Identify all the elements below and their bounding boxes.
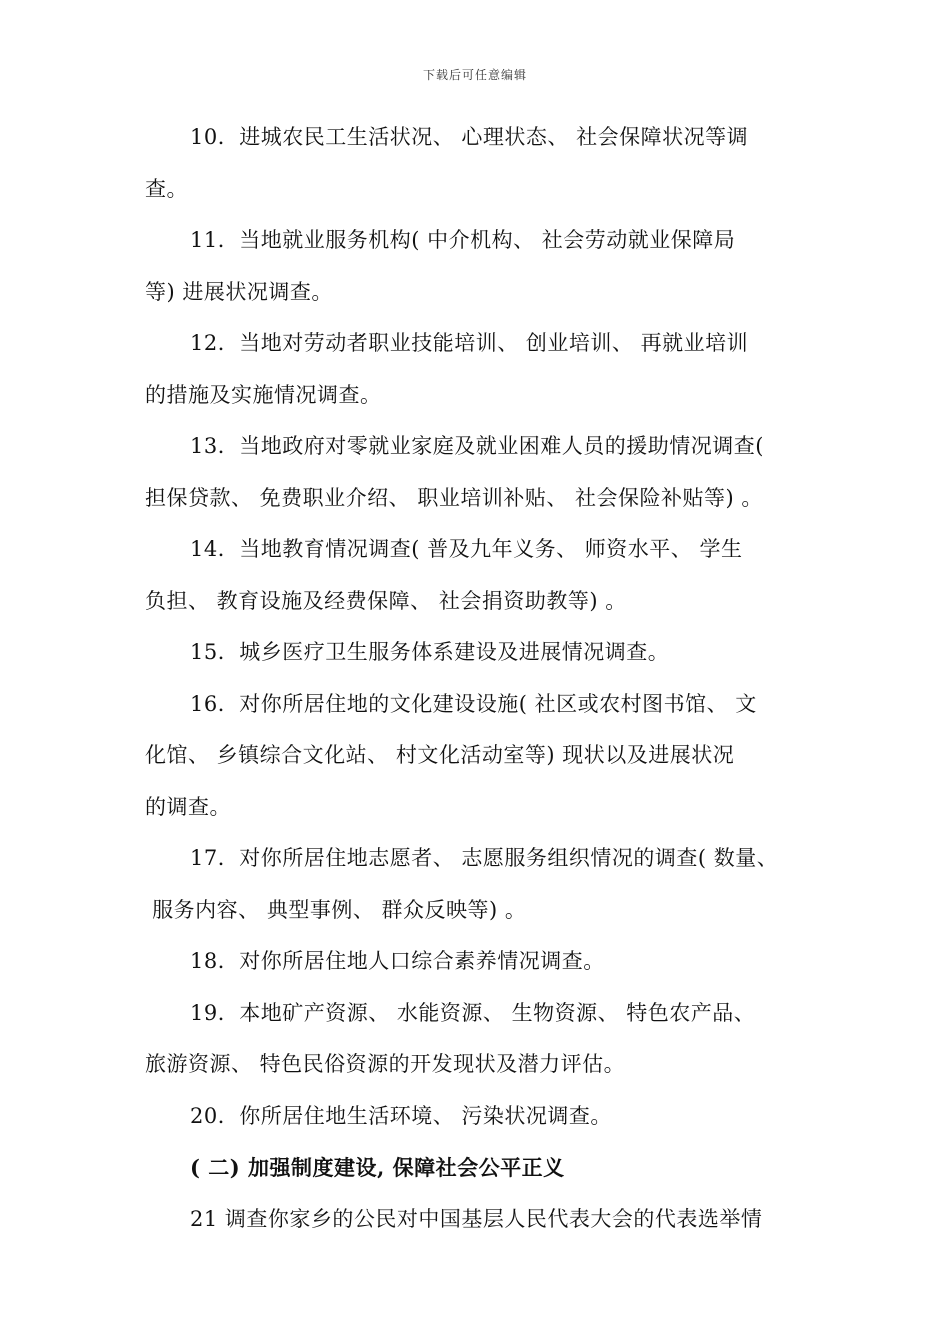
item-19-line-2: 旅游资源、 特色民俗资源的开发现状及潜力评估。 bbox=[145, 1052, 626, 1076]
item-16-line-3: 的调查。 bbox=[145, 794, 231, 819]
item-16-line-2: 化馆、 乡镇综合文化站、 村文化活动室等) 现状以及进展状况 bbox=[145, 743, 735, 767]
item-11-line-1: 11．当地就业服务机构( 中介机构、 社会劳动就业保障局 bbox=[190, 228, 736, 252]
item-10-line-2: 查。 bbox=[145, 176, 188, 201]
item-21-line-1: 21 调查你家乡的公民对中国基层人民代表大会的代表选举情 bbox=[190, 1206, 763, 1231]
item-18-line-1: 18．对你所居住地人口综合素养情况调查。 bbox=[190, 949, 605, 973]
item-11-line-2: 等) 进展状况调查。 bbox=[145, 279, 333, 304]
item-12-line-1: 12．当地对劳动者职业技能培训、 创业培训、 再就业培训 bbox=[190, 331, 749, 355]
item-14-line-1: 14．当地教育情况调查( 普及九年义务、 师资水平、 学生 bbox=[190, 537, 743, 561]
item-17-line-2: 服务内容、 典型事例、 群众反映等) 。 bbox=[145, 897, 527, 922]
item-20-line-1: 20．你所居住地生活环境、 污染状况调查。 bbox=[190, 1103, 612, 1128]
item-13-line-2: 担保贷款、 免费职业介绍、 职业培训补贴、 社会保险补贴等) 。 bbox=[145, 485, 763, 510]
section-heading: ( 二) 加强制度建设, 保障社会公平正义 bbox=[190, 1155, 565, 1180]
item-15-line-1: 15．城乡医疗卫生服务体系建设及进展情况调查。 bbox=[190, 640, 670, 664]
item-12-line-2: 的措施及实施情况调查。 bbox=[145, 382, 382, 407]
item-14-line-2: 负担、 教育设施及经费保障、 社会捐资助教等) 。 bbox=[145, 588, 627, 613]
item-19-line-1: 19．本地矿产资源、 水能资源、 生物资源、 特色农产品、 bbox=[190, 1000, 756, 1025]
page-header: 下载后可任意编辑 bbox=[422, 68, 527, 82]
item-16-line-1: 16．对你所居住地的文化建设设施( 社区或农村图书馆、 文 bbox=[190, 691, 757, 716]
document-body bbox=[145, 112, 810, 1245]
item-13-line-1: 13．当地政府对零就业家庭及就业困难人员的援助情况调查( bbox=[190, 434, 764, 458]
item-17-line-1: 17．对你所居住地志愿者、 志愿服务组织情况的调查( 数量、 bbox=[190, 846, 779, 870]
item-10-line-1: 10．进城农民工生活状况、 心理状态、 社会保障状况等调 bbox=[190, 125, 749, 149]
